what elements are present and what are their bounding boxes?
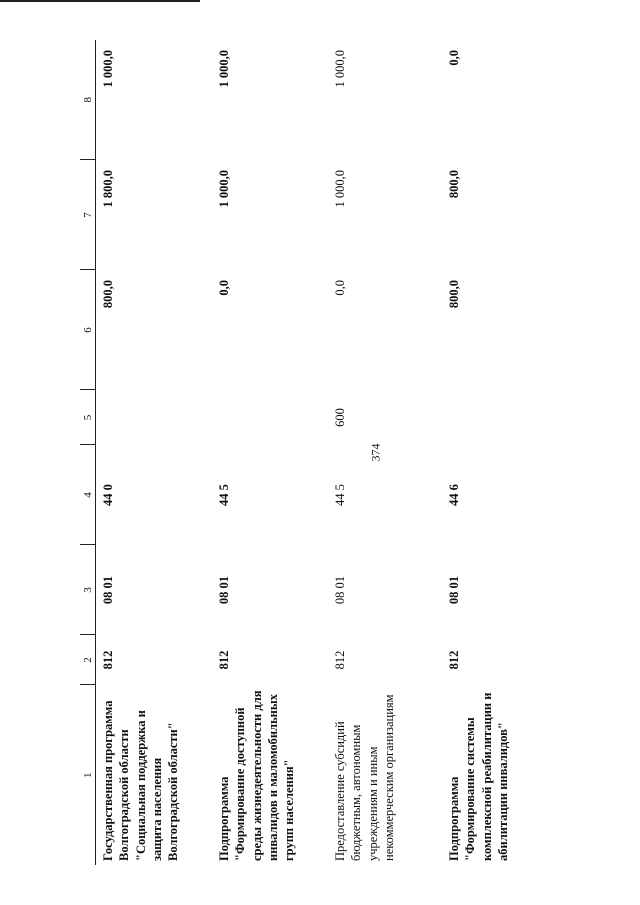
cell-ministry: 812 [101,650,115,670]
cell-section: 08 01 [447,575,461,605]
header-cell: 1 [80,685,96,865]
cell-target: 44 5 [333,484,347,506]
table-row [442,40,566,865]
cell-expense-type: 600 [333,408,347,427]
cell-amount-8: 1 000,0 [333,50,347,88]
top-rule [0,0,200,2]
cell-ministry: 812 [217,650,231,670]
cell-target: 44 5 [217,484,231,506]
column-number-header [80,40,96,865]
table-row [328,40,442,865]
cell-target: 44 6 [447,484,461,506]
cell-section: 08 01 [333,575,347,605]
cell-amount-8: 1 000,0 [217,50,231,88]
cell-amount-6: 800,0 [447,280,461,309]
cell-section: 08 01 [101,575,115,605]
cell-section: 08 01 [217,575,231,605]
cell-amount-8: 1 000,0 [101,50,115,88]
cell-target: 44 0 [101,484,115,506]
table-row [96,40,213,865]
header-cell: 4 [80,445,96,545]
cell-amount-7: 800,0 [447,170,461,199]
header-cell: 3 [80,545,96,635]
header-cell: 8 [80,40,96,160]
budget-table [80,40,566,865]
cell-amount-7: 1 800,0 [101,170,115,208]
row-name: Подпрограмма "Формирование доступной среды жизнедеятельности для инвалидов и маломобильных групп населения" [217,690,296,861]
cell-amount-7: 1 000,0 [217,170,231,208]
row-name: Подпрограмма "Формирование системы комплексной реабилитации и абилитации инвалидов" [447,692,510,861]
cell-amount-8: 0,0 [447,50,461,66]
cell-amount-6: 0,0 [217,280,231,296]
cell-expense-type [442,390,566,445]
rotated-table-container [80,40,600,865]
page-number: 374 [368,443,383,461]
cell-ministry: 812 [447,650,461,670]
header-cell: 2 [80,635,96,685]
cell-expense-type [96,390,213,445]
table-row [212,40,328,865]
header-cell: 5 [80,390,96,445]
header-cell: 6 [80,270,96,390]
cell-expense-type [212,390,328,445]
cell-ministry: 812 [333,650,347,670]
cell-amount-6: 0,0 [333,280,347,296]
row-name: Государственная программа Волгоградской области "Социальная поддержка и защита населения Волгоградской области" [101,700,180,861]
header-cell: 7 [80,160,96,270]
cell-amount-7: 1 000,0 [333,170,347,208]
row-name: Предоставление субсидий бюджетным, автономным учреждениям и иным некоммерческим организациям [333,694,396,861]
cell-amount-6: 800,0 [101,280,115,309]
